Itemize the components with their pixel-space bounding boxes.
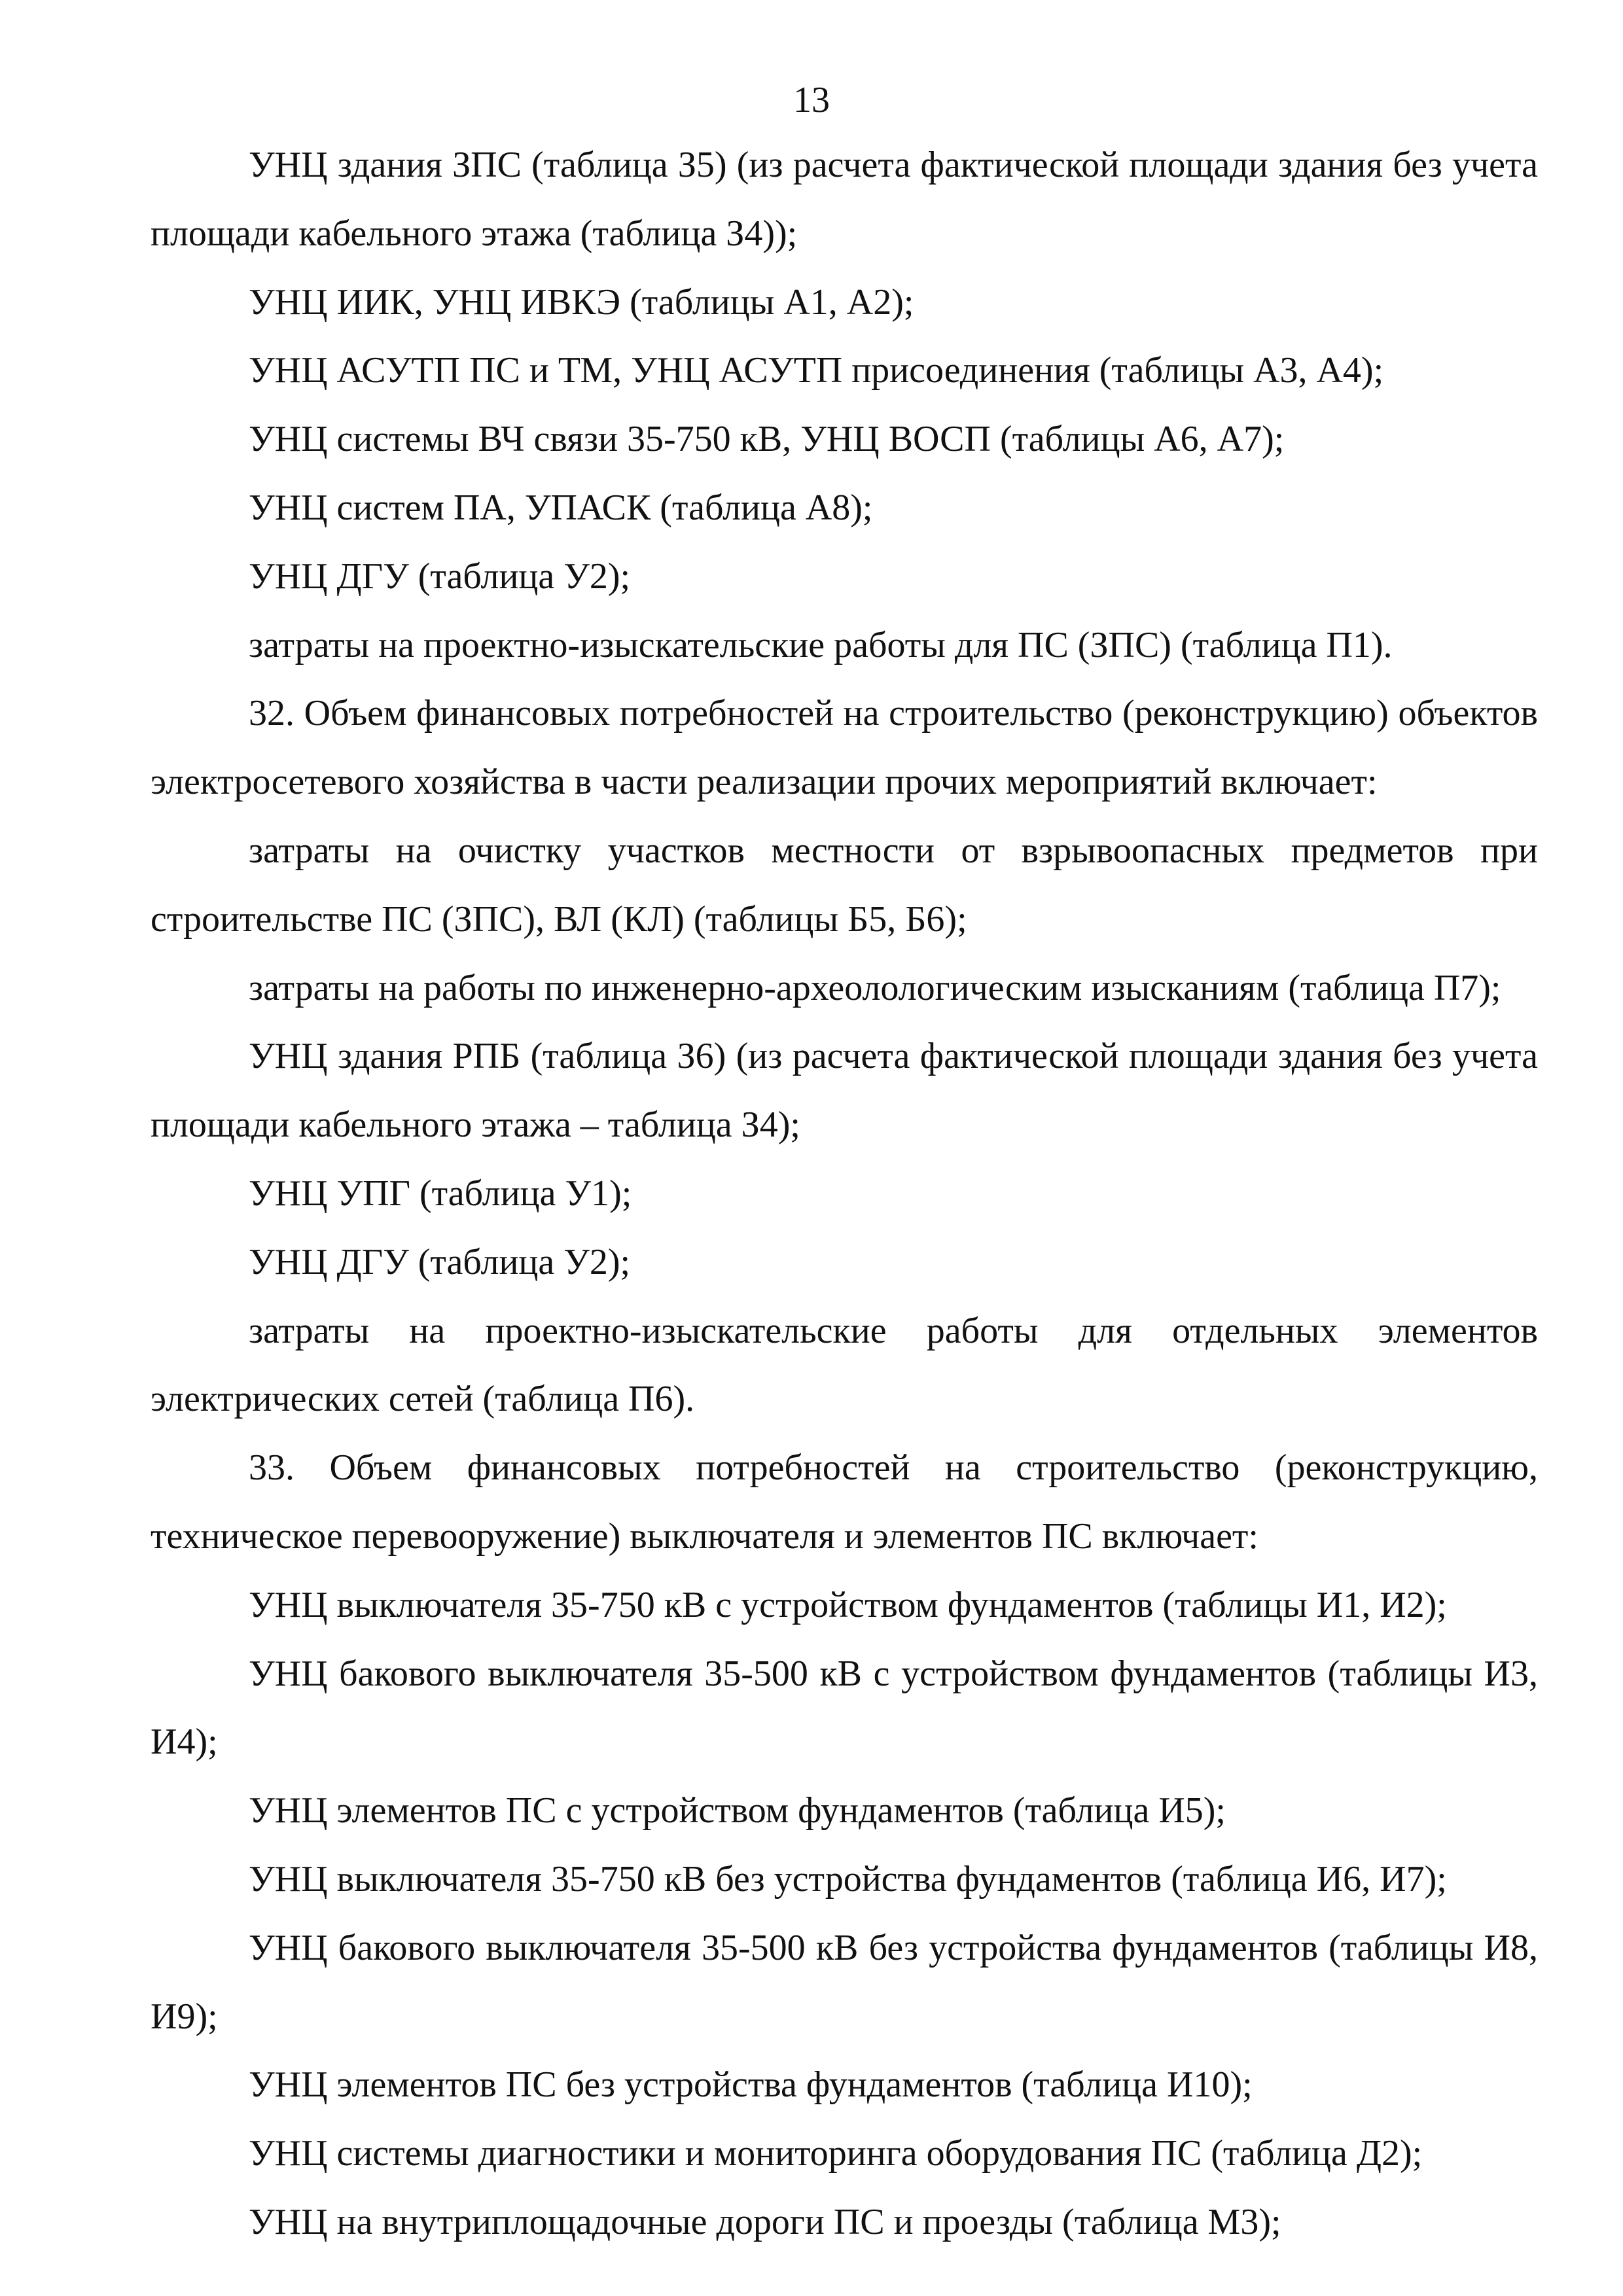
paragraph: УНЦ системы диагностики и мониторинга оборудования ПС (таблица Д2); xyxy=(249,2133,1423,2174)
section-32-paragraph: 32. Объем финансовых потребностей на строительство (реконструкцию) объектов электросетевого хозяйства в части реализации прочих мероприятий включает: xyxy=(151,693,1538,803)
page-number: 13 xyxy=(793,80,830,120)
paragraph: УНЦ выключателя 35-750 кВ без устройства фундаментов (таблица И6, И7); xyxy=(249,1858,1447,1899)
section-33-paragraph: 33. Объем финансовых потребностей на строительство (реконструкцию, техническое перевооружение) выключателя и элементов ПС включает: xyxy=(151,1447,1538,1557)
paragraph: затраты на очистку участков местности от взрывоопасных предметов при строительстве ПС (ЗПС), ВЛ (КЛ) (таблицы Б5, Б6); xyxy=(151,830,1538,940)
paragraph: затраты на работы по инженерно-археолологическим изысканиям (таблица П7); xyxy=(249,967,1501,1008)
paragraph: УНЦ системы ВЧ связи 35-750 кВ, УНЦ ВОСП (таблицы А6, А7); xyxy=(249,419,1285,460)
paragraph: УНЦ ДГУ (таблица У2); xyxy=(249,1241,631,1282)
paragraph: УНЦ элементов ПС без устройства фундаментов (таблица И10); xyxy=(249,2064,1253,2106)
paragraph: УНЦ выключателя 35-750 кВ с устройством фундаментов (таблицы И1, И2); xyxy=(249,1584,1447,1625)
paragraph: УНЦ АСУТП ПС и ТМ, УНЦ АСУТП присоединения (таблицы А3, А4); xyxy=(249,350,1384,391)
paragraph: УНЦ здания ЗПС (таблица З5) (из расчета фактической площади здания без учета площади кабельного этажа (таблица З4)); xyxy=(151,145,1538,254)
paragraph: УНЦ УПГ (таблица У1); xyxy=(249,1173,632,1214)
paragraph: УНЦ на внутриплощадочные дороги ПС и проезды (таблица М3); xyxy=(249,2201,1281,2242)
paragraph: затраты на проектно-изыскательские работы для отдельных элементов электрических сетей (таблица П6). xyxy=(151,1310,1538,1420)
paragraph: УНЦ ДГУ (таблица У2); xyxy=(249,556,631,597)
body-text xyxy=(151,131,1538,2257)
paragraph: УНЦ элементов ПС с устройством фундаментов (таблица И5); xyxy=(249,1790,1226,1831)
paragraph: затраты на проектно-изыскательские работы для ПС (ЗПС) (таблица П1). xyxy=(249,624,1393,665)
paragraph: УНЦ систем ПА, УПАСК (таблица А8); xyxy=(249,487,873,528)
paragraph: УНЦ бакового выключателя 35-500 кВ с устройством фундаментов (таблицы И3, И4); xyxy=(151,1653,1538,1763)
paragraph: УНЦ здания РПБ (таблица З6) (из расчета фактической площади здания без учета площади кабельного этажа – таблица З4); xyxy=(151,1036,1538,1146)
paragraph: УНЦ ИИК, УНЦ ИВКЭ (таблицы А1, А2); xyxy=(249,281,914,323)
paragraph: УНЦ бакового выключателя 35-500 кВ без устройства фундаментов (таблицы И8, И9); xyxy=(151,1927,1538,2037)
